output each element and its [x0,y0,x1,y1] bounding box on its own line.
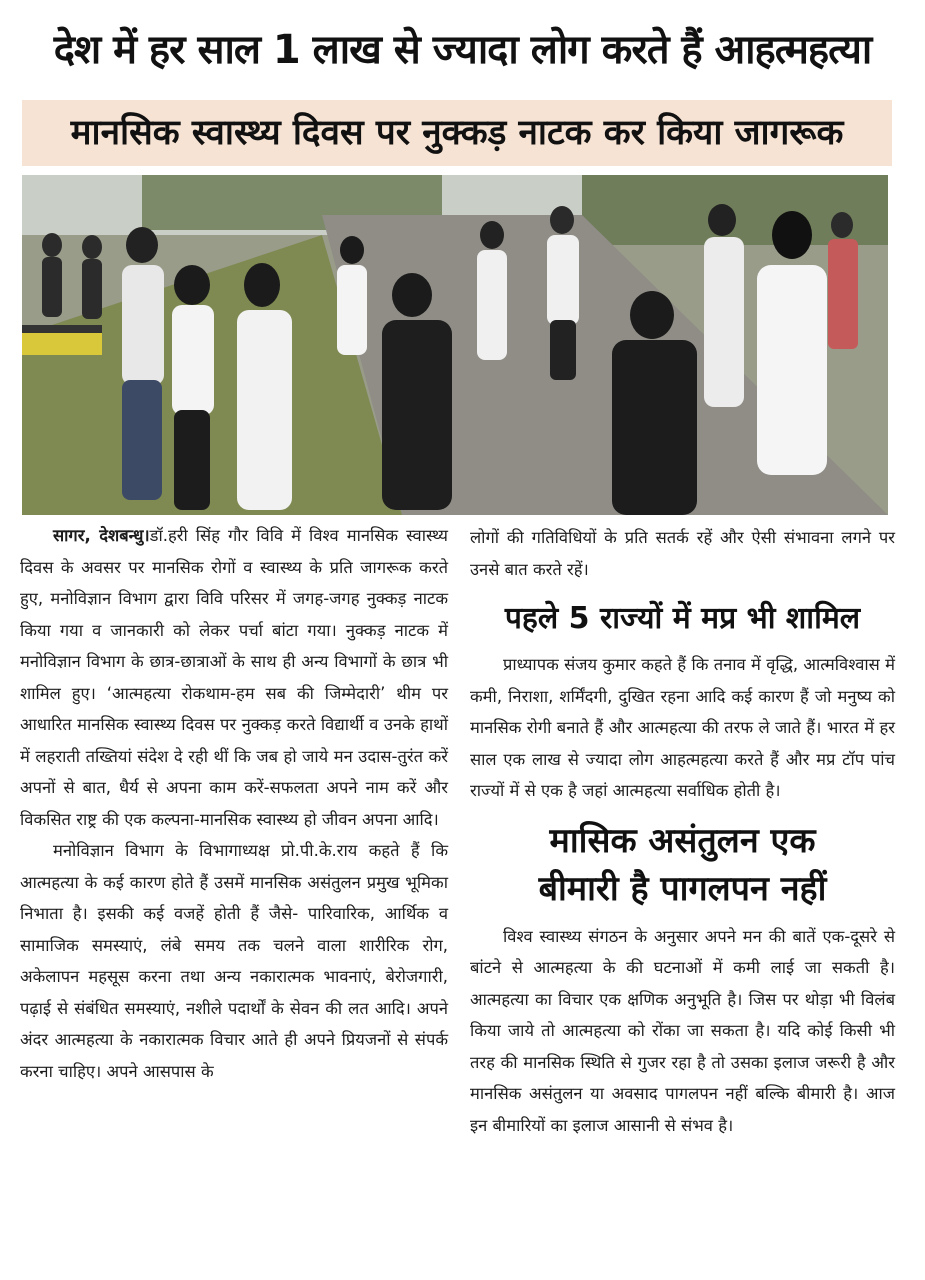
paragraph-2: मनोविज्ञान विभाग के विभागाध्यक्ष प्रो.पी.के.राय कहते हैं कि आत्महत्या के कई कारण होते हैं उसमें मानसिक असंतुलन प्रमुख भूमिका निभाता है। इसकी कई वजहें होती हैं जैसे- पारिवारिक, आर्थिक व सामाजिक समस्याएं, लंबे समय तक चलने वाला शारीरिक रोग, अकेलापन महसूस करना तथा अन्य नकारात्मक भावनाएं, बेरोजगारी, पढ़ाई से संबंधित समस्याएं, नशीले पदार्थों के सेवन की लत आदि। अपने अंदर आत्महत्या के नकारात्मक विचार आते ही अपने प्रियजनों से संपर्क करना चाहिए। अपने आसपास के [20,841,448,1081]
paragraph-3: प्राध्यापक संजय कुमार कहते हैं कि तनाव में वृद्धि, आत्मविश्वास में कमी, निराशा, शर्मिंदगी, दुखित रहना आदि कई कारण हैं जो मनुष्य को मानसिक रोगी बनाते हैं और आत्महत्या की तरफ ले जाते हैं। भारत में हर साल एक लाख से ज्यादा लोग आहत्महत्या करते हैं और मप्र टॉप पांच राज्यों में से एक है जहां आत्महत्या सर्वाधिक होती है। [470,655,895,800]
subheadline: मानसिक स्वास्थ्य दिवस पर नुक्कड़ नाटक कर किया जागरूक [70,113,844,153]
section-heading-2-line-2: बीमारी है पागलपन नहीं [538,868,827,909]
paragraph-1 [20,520,448,835]
right-column [470,522,895,1141]
section-heading-2-line-1: मासिक असंतुलन एक [549,820,816,861]
paragraph-4: विश्व स्वास्थ्य संगठन के अनुसार अपने मन की बातें एक-दूसरे से बांटने से आत्महत्या के की घटनाओं में कमी लाई जा सकती है। आत्महत्या का विचार एक क्षणिक अनुभूति है। जिस पर थोड़ा भी विलंब किया जाये तो आत्महत्या को रोंका जा सकता है। यदि कोई किसी भी तरह की मानसिक स्थिति से गुजर रहा है तो उसका इलाज जरूरी है और मानसिक असंतुलन या अवसाद पागलपन नहीं बल्कि बीमारी है। आज इन बीमारियों का इलाज आसानी से संभव है। [470,926,895,1135]
paragraph-continued: लोगों की गतिविधियों के प्रति सतर्क रहें और ऐसी संभावना लगने पर उनसे बात करते रहें। [470,528,895,579]
headline: देश में हर साल 1 लाख से ज्यादा लोग करते हैं आहत्महत्या [53,27,872,73]
dateline: सागर, देशबन्धु। [53,526,150,545]
paragraph-1-text: डॉ.हरी सिंह गौर विवि में विश्व मानसिक स्वास्थ्य दिवस के अवसर पर मानसिक रोगों व स्वास्थ्य के प्रति जागरूक करते हुए, मनोविज्ञान विभाग द्वारा विवि परिसर में जगह-जगह नुक्कड़ नाटक किया गया व जानकारी को लेकर पर्चा बांटा गया। नुक्कड़ नाटक में मनोविज्ञान विभाग के छात्र-छात्राओं के साथ ही अन्य विभागों के छात्र भी शामिल हुए। ‘आत्महत्या रोकथाम-हम सब की जिम्मेदारी’ थीम पर आधारित मानसिक स्वास्थ्य दिवस पर नुक्कड़ करते विद्यार्थी व उनके हाथों में लहराती तख्तियां संदेश दे रही थीं कि जब हो जाये मन उदास-तुरंत करें अपनों से बात, धैर्य से अपना काम करें-सफलता अपने नाम करें और विकसित राष्ट्र की एक कल्पना-मानसिक स्वास्थ्य हो जीवन अपना आदि। [20,526,449,829]
news-photo [22,175,888,515]
left-column [20,520,448,1087]
section-heading-1: पहले 5 राज्यों में मप्र भी शामिल [504,601,861,636]
section-heading-2 [470,817,895,913]
